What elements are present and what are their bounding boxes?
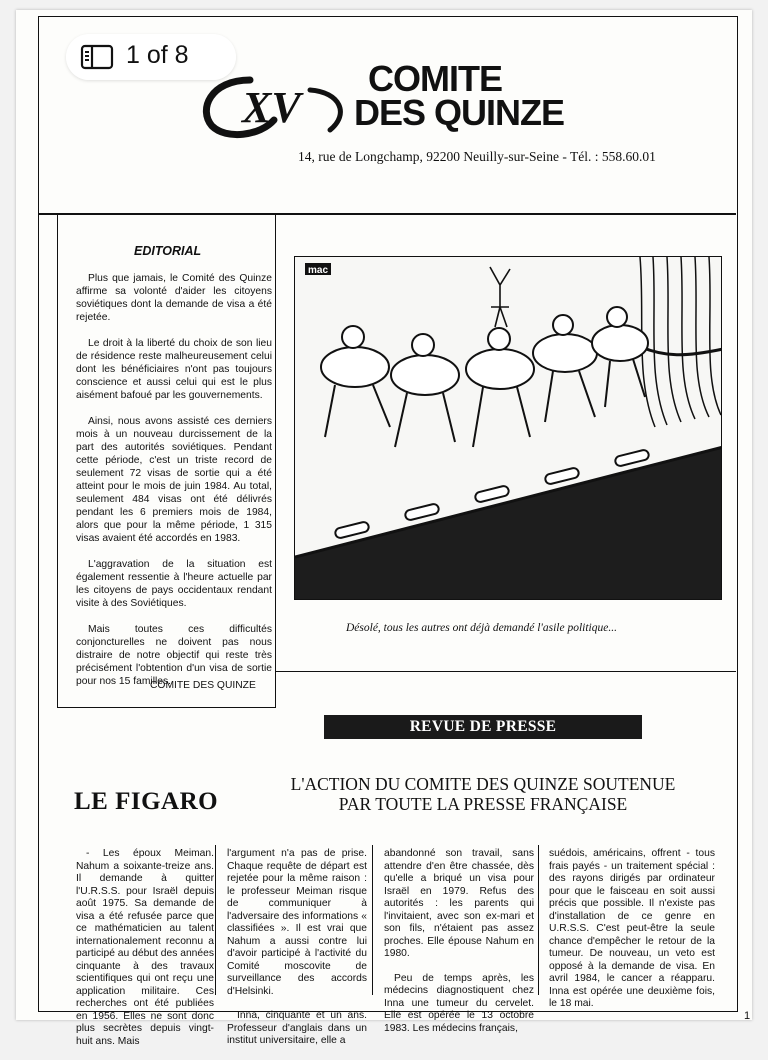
cartoon-drawing bbox=[295, 257, 722, 600]
header-address: 14, rue de Longchamp, 92200 Neuilly-sur-Seine - Tél. : 558.60.01 bbox=[298, 149, 656, 164]
article-paragraph: Inna, cinquante et un ans. Professeur d'anglais dans un institut universitaire, elle a bbox=[227, 1010, 367, 1046]
document-icon bbox=[80, 44, 114, 70]
section-title-bar: REVUE DE PRESSE bbox=[324, 715, 642, 739]
editorial-paragraph: L'aggravation de la situation est également ressentie à l'heure actuelle par les citoyens de pays occidentaux rendant visite à des Soviétiques. bbox=[76, 559, 272, 609]
column-rule-2 bbox=[372, 845, 373, 995]
cartoon-signature: mac bbox=[308, 265, 329, 276]
column-rule-3 bbox=[538, 845, 539, 995]
editorial-paragraph: Mais toutes ces difficultés conjoncturelles ne doivent pas nous distraire de notre objectif qui reste très précisément l'obtention d'un visa de sortie pour nos 15 familles. bbox=[76, 624, 272, 687]
press-headline bbox=[276, 774, 690, 814]
article-paragraph: l'argument n'a pas de prise. Chaque requête de départ est rejetée pour la même raison : le professeur Meiman risque de communiquer à l'adversaire des informations « classifiées ». Il est vrai que Nahum a aussi contre lui d'avoir participé à l'activité du Comité moscovite de surveillance des accords d'Helsinki. bbox=[227, 848, 367, 997]
editorial-left-rule bbox=[57, 213, 58, 707]
brand-title bbox=[354, 58, 594, 133]
article-column-3 bbox=[384, 848, 534, 1047]
comite-logo-icon bbox=[190, 70, 360, 142]
article-column-2 bbox=[227, 848, 367, 1060]
page-indicator[interactable] bbox=[66, 34, 236, 80]
editorial-paragraph: Plus que jamais, le Comité des Quinze affirme sa volonté d'aider les citoyens soviétiques dont la demande de visa a été rejetée. bbox=[76, 273, 272, 323]
article-paragraph: abandonné son travail, sans attendre d'en être chassée, dès qu'elle a briqué un visa pour Israël en 1979. Refus des autorités : les parents qui l'invitaient, avec son ex-mari et son fils, n'étaient pas assez proches. Elle épouse Nahum en 1980. bbox=[384, 848, 534, 959]
cartoon-caption: Désolé, tous les autres ont déjà demandé l'asile politique... bbox=[346, 622, 617, 634]
headline-line-1: L'ACTION DU COMITE DES QUINZE SOUTENUE bbox=[290, 774, 676, 794]
cartoon-bottom-rule bbox=[275, 671, 736, 672]
article-column-4 bbox=[549, 848, 715, 1023]
article-column-1 bbox=[76, 848, 214, 1060]
editorial-right-rule bbox=[275, 213, 276, 707]
logo-text: XV bbox=[242, 83, 301, 132]
article-paragraph: suédois, américains, offrent - tous frais payés - un traitement spécial : des rayons dirigés par ordinateur pour que le faisceau en soit aussi précis que possible. Il n'existe pas d'installation de ce genre en U.R.S.S. C'est peut-être la seule chance d'empêcher le retour de la tumeur. De nouveau, un veto est opposé à la demande de visa. En avril 1984, le cancer a réapparu. Inna est opérée une deuxième fois, le 18 mai. bbox=[549, 848, 715, 1009]
headline-line-2: PAR TOUTE LA PRESSE FRANÇAISE bbox=[338, 794, 628, 814]
editorial-paragraph: Le droit à la liberté du choix de son lieu de résidence reste malheureusement celui dont les bénéficiaires n'ont pas toujours conscience et aussi celui qui est le plus aisément bafoué par les gouvernements. bbox=[76, 338, 272, 401]
editorial-paragraph: Ainsi, nous avons assisté ces derniers mois à un nouveau durcissement de la part des autorités soviétiques. Pendant cette période, c'est un triste record de seulement 72 visas de sortie qui a été atteint pour le mois de juin 1984. Au total, seulement 484 visas ont été délivrés pendant les 6 premiers mois de 1984, alors que pour la même période, 1 315 visas avaient été accordés en 1983. bbox=[76, 416, 272, 544]
header-rule bbox=[39, 213, 736, 215]
editorial-body bbox=[76, 272, 272, 701]
source-masthead: LE FIGARO bbox=[74, 788, 219, 815]
article-paragraph: Peu de temps après, les médecins diagnostiquent chez Inna une tumeur du cervelet. Elle est opérée le 13 octobre 1983. Les médecins français, bbox=[384, 972, 534, 1034]
brand-line-1: COMITE bbox=[368, 58, 502, 99]
brand-line-2: DES QUINZE bbox=[354, 92, 565, 133]
page-number: 1 bbox=[744, 1010, 751, 1022]
document-page bbox=[16, 10, 752, 1047]
page-indicator-label: 1 of 8 bbox=[126, 41, 189, 69]
column-rule-1 bbox=[215, 845, 216, 995]
editorial-signature: COMITE DES QUINZE bbox=[150, 680, 256, 691]
cartoon-illustration bbox=[294, 256, 722, 600]
editorial-title: EDITORIAL bbox=[134, 244, 202, 258]
editorial-bottom-rule bbox=[57, 707, 276, 708]
article-paragraph: - Les époux Meiman. Nahum a soixante-treize ans. Il demande à quitter l'U.R.S.S. pour Israël depuis août 1975. Sa demande de visa a été refusée parce que ce mathématicien au talent internationalement reconnu a participé au début des années cinquante à des travaux scientifiques qui ont reçu une application militaire. Ces recherches ont été publiées en 1956. Elles ne sont donc plus secrètes depuis vingt-huit ans. Mais bbox=[76, 848, 214, 1047]
